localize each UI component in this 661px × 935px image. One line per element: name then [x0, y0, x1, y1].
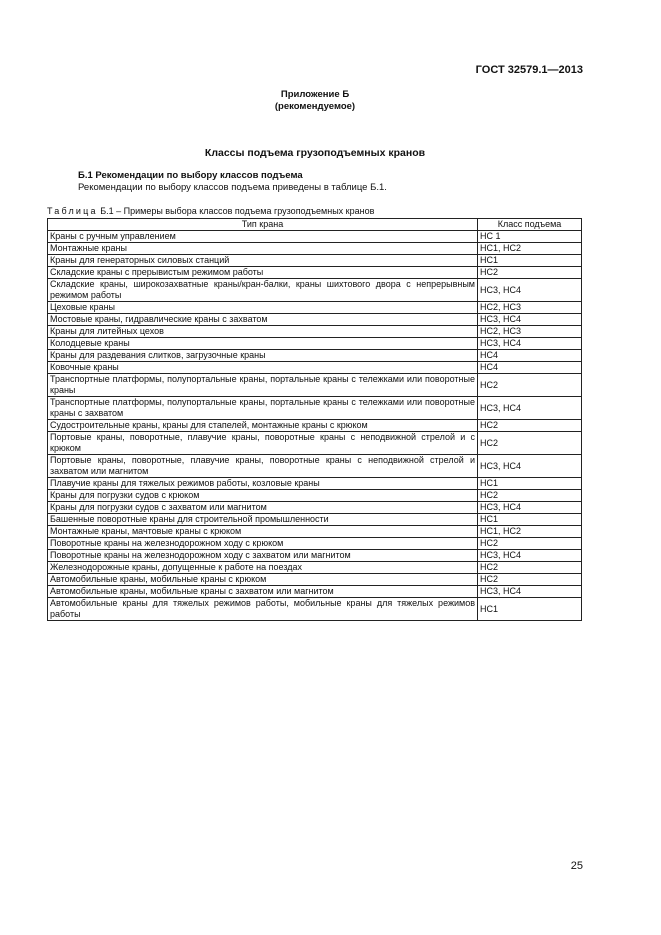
lift-class-cell: HC3, HC4 — [478, 314, 582, 326]
header-crane-type: Тип крана — [48, 219, 478, 231]
lift-class-cell: HC3, HC4 — [478, 586, 582, 598]
subsection-title: Б.1 Рекомендации по выбору классов подъема — [78, 170, 303, 181]
lift-class-cell: HC2, HC3 — [478, 326, 582, 338]
table-row — [48, 586, 582, 598]
appendix-note: (рекомендуемое) — [274, 101, 356, 112]
crane-type-cell: Монтажные краны — [48, 243, 478, 255]
table-row — [48, 514, 582, 526]
lift-class-cell: HC3, HC4 — [478, 550, 582, 562]
table-row — [48, 302, 582, 314]
crane-type-cell: Железнодорожные краны, допущенные к работе на поездах — [48, 562, 478, 574]
crane-type-cell: Автомобильные краны, мобильные краны с крюком — [48, 574, 478, 586]
crane-type-cell: Цеховые краны — [48, 302, 478, 314]
crane-type-cell: Судостроительные краны, краны для стапелей, монтажные краны с крюком — [48, 420, 478, 432]
crane-type-cell: Автомобильные краны для тяжелых режимов работы, мобильные краны для тяжелых режимов работы — [48, 598, 478, 621]
table-row — [48, 420, 582, 432]
table-row — [48, 478, 582, 490]
crane-type-cell: Складские краны, широкозахватные краны/кран-балки, краны шихтового двора с непрерывным режимом работы — [48, 279, 478, 302]
lift-class-cell: HC1 — [478, 514, 582, 526]
table-header-row — [48, 219, 582, 231]
crane-type-cell: Краны для литейных цехов — [48, 326, 478, 338]
crane-type-cell: Поворотные краны на железнодорожном ходу с крюком — [48, 538, 478, 550]
table-row — [48, 397, 582, 420]
crane-type-cell: Автомобильные краны, мобильные краны с захватом или магнитом — [48, 586, 478, 598]
lift-class-cell: HC3, HC4 — [478, 338, 582, 350]
lift-class-cell: HC1 — [478, 255, 582, 267]
crane-type-cell: Плавучие краны для тяжелых режимов работы, козловые краны — [48, 478, 478, 490]
crane-type-cell: Башенные поворотные краны для строительной промышленности — [48, 514, 478, 526]
lift-class-cell: HC3, HC4 — [478, 502, 582, 514]
lift-class-cell: HC2 — [478, 432, 582, 455]
table-row — [48, 231, 582, 243]
lift-class-cell: HC1 — [478, 598, 582, 621]
crane-type-cell: Краны для раздевания слитков, загрузочные краны — [48, 350, 478, 362]
crane-type-cell: Мостовые краны, гидравлические краны с захватом — [48, 314, 478, 326]
lift-class-cell: HC1 — [478, 478, 582, 490]
crane-class-table — [47, 218, 582, 621]
lift-class-cell: HC2 — [478, 562, 582, 574]
lift-class-cell: HC3, HC4 — [478, 279, 582, 302]
subsection-text: Рекомендации по выбору классов подъема приведены в таблице Б.1. — [78, 182, 387, 193]
table-row — [48, 267, 582, 279]
lift-class-cell: HC2 — [478, 538, 582, 550]
crane-type-cell: Портовые краны, поворотные, плавучие краны, поворотные краны с неподвижной стрелой и захватом или магнитом — [48, 455, 478, 478]
table-caption-text: Б.1 – Примеры выбора классов подъема грузоподъемных кранов — [100, 206, 375, 216]
crane-type-cell: Транспортные платформы, полупортальные краны, портальные краны с тележками или поворотные краны с захватом — [48, 397, 478, 420]
lift-class-cell: HC2 — [478, 490, 582, 502]
table-caption — [47, 206, 374, 216]
table-row — [48, 243, 582, 255]
table-row — [48, 279, 582, 302]
table-row — [48, 374, 582, 397]
crane-type-cell: Колодцевые краны — [48, 338, 478, 350]
crane-type-cell: Краны для генераторных силовых станций — [48, 255, 478, 267]
crane-type-cell: Транспортные платформы, полупортальные краны, портальные краны с тележками или поворотные краны — [48, 374, 478, 397]
crane-type-cell: Складские краны с прерывистым режимом работы — [48, 267, 478, 279]
lift-class-cell: HC1, HC2 — [478, 243, 582, 255]
standard-code: ГОСТ 32579.1—2013 — [475, 64, 583, 76]
table-caption-word: Таблица — [47, 206, 98, 216]
lift-class-cell: HC4 — [478, 350, 582, 362]
table-row — [48, 550, 582, 562]
page-number: 25 — [570, 860, 583, 872]
appendix-title: Приложение Б — [280, 89, 350, 100]
table-row — [48, 362, 582, 374]
table-row — [48, 490, 582, 502]
lift-class-cell: HC4 — [478, 362, 582, 374]
lift-class-cell: HC3, HC4 — [478, 397, 582, 420]
crane-type-cell: Портовые краны, поворотные, плавучие краны, поворотные краны с неподвижной стрелой и с крюком — [48, 432, 478, 455]
lift-class-cell: HC3, HC4 — [478, 455, 582, 478]
appendix-heading — [0, 89, 630, 113]
table-row — [48, 432, 582, 455]
table-row — [48, 538, 582, 550]
lift-class-cell: HC2 — [478, 420, 582, 432]
crane-type-cell: Ковочные краны — [48, 362, 478, 374]
table-row — [48, 350, 582, 362]
table-row — [48, 455, 582, 478]
header-lift-class: Класс подъема — [478, 219, 582, 231]
table-row — [48, 502, 582, 514]
table-body — [48, 231, 582, 621]
lift-class-cell: HC2 — [478, 374, 582, 397]
table-row — [48, 598, 582, 621]
crane-type-cell: Поворотные краны на железнодорожном ходу с захватом или магнитом — [48, 550, 478, 562]
lift-class-cell: HC2, HC3 — [478, 302, 582, 314]
table-row — [48, 574, 582, 586]
table-row — [48, 526, 582, 538]
lift-class-cell: HC 1 — [478, 231, 582, 243]
crane-type-cell: Краны для погрузки судов с крюком — [48, 490, 478, 502]
section-title: Классы подъема грузоподъемных кранов — [204, 147, 426, 159]
lift-class-cell: HC2 — [478, 574, 582, 586]
table-row — [48, 314, 582, 326]
table-row — [48, 326, 582, 338]
crane-type-cell: Монтажные краны, мачтовые краны с крюком — [48, 526, 478, 538]
crane-type-cell: Краны с ручным управлением — [48, 231, 478, 243]
table-row — [48, 338, 582, 350]
lift-class-cell: HC2 — [478, 267, 582, 279]
crane-type-cell: Краны для погрузки судов с захватом или магнитом — [48, 502, 478, 514]
table-row — [48, 562, 582, 574]
table-row — [48, 255, 582, 267]
lift-class-cell: HC1, HC2 — [478, 526, 582, 538]
